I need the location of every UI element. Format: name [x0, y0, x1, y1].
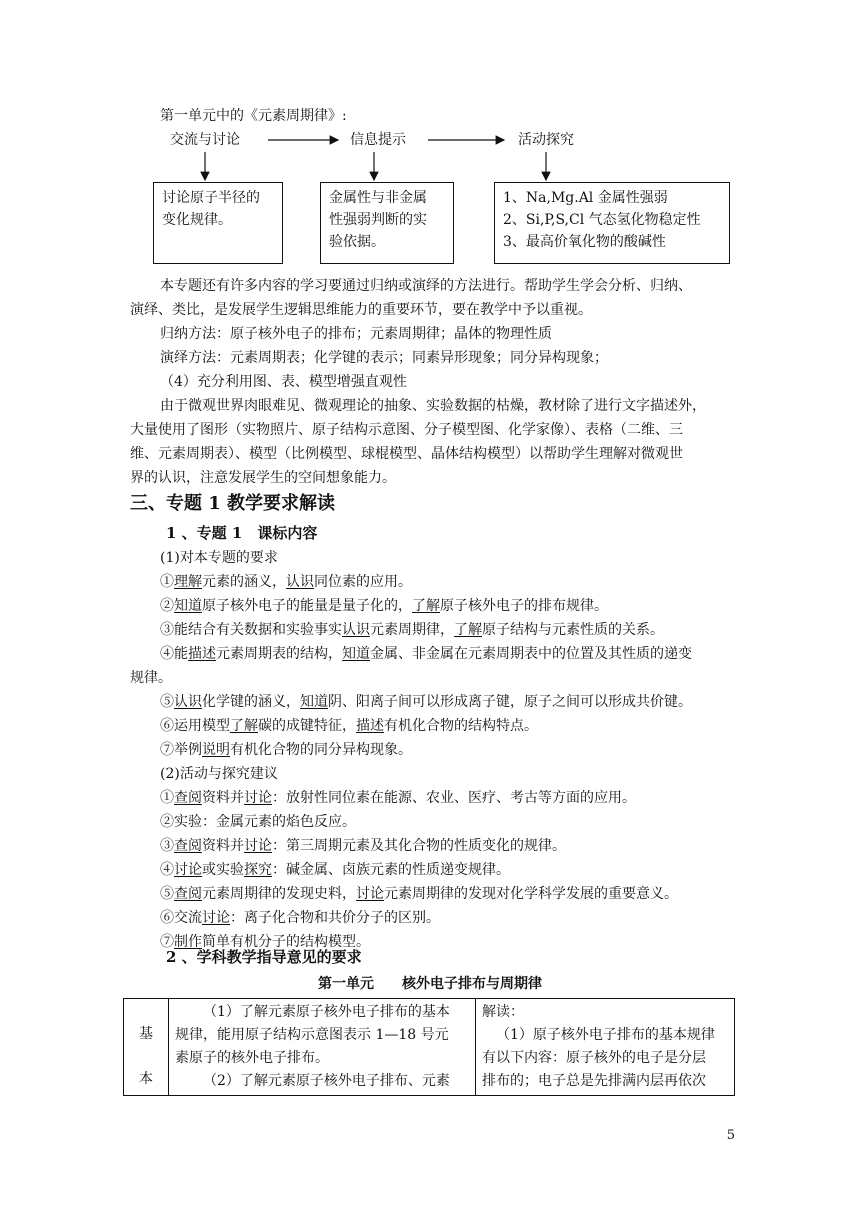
req-item	[160, 716, 538, 736]
keyword-underlined: 讨论	[202, 910, 230, 926]
box3-line: 3、最高价氧化物的酸碱性	[503, 234, 666, 250]
item-text: 元素周期律，	[370, 622, 454, 638]
keyword-underlined: 认识	[342, 622, 370, 638]
req-item	[160, 692, 692, 712]
req-item	[160, 740, 412, 760]
keyword-underlined: 知道	[174, 598, 202, 614]
keyword-underlined: 查阅	[174, 790, 202, 806]
paragraph-line: 由于微观世界肉眼难见、微观理论的抽象、实验数据的枯燥，教材除了进行文字描述外，	[160, 398, 706, 414]
flow-box-info	[320, 182, 454, 264]
item-text: 元素周期表的结构，	[216, 646, 342, 662]
act-item	[160, 812, 356, 832]
item-text: 或实验	[202, 862, 244, 878]
flow-box-activity	[494, 182, 730, 264]
box3-line: 1、Na,Mg.Al 金属性强弱	[503, 190, 668, 206]
item-text: 实验：金属元素的焰色反应。	[174, 814, 356, 830]
item-text: 资料并	[202, 838, 244, 854]
table-label-char: 本	[139, 1071, 153, 1087]
page-number: 5	[726, 1128, 735, 1143]
subsection-heading: 2 、学科教学指导意见的要求	[166, 948, 362, 966]
item-text: 原子核外电子的排布规律。	[440, 598, 608, 614]
act-item	[160, 836, 566, 856]
act-item	[160, 788, 636, 808]
req-item	[160, 644, 692, 664]
item-marker: ⑤	[160, 694, 174, 710]
item-text: 同位素的应用。	[314, 574, 412, 590]
item-text: 有机化合物的结构特点。	[384, 718, 538, 734]
act-item	[160, 908, 440, 928]
keyword-underlined: 讨论	[244, 838, 272, 854]
req-item	[160, 572, 412, 592]
flow-arrows	[0, 0, 860, 200]
paragraph-line: 界的认识，注意发展学生的空间想象能力。	[130, 470, 396, 486]
box1-line: 变化规律。	[162, 212, 232, 228]
req-item	[160, 596, 608, 616]
item-text: 碳的成键特征，	[258, 718, 356, 734]
flow-label-activity: 活动探究	[518, 132, 574, 148]
requirements-table	[123, 998, 735, 1096]
item-text: 元素的涵义，	[202, 574, 286, 590]
item-text: 举例	[174, 742, 202, 758]
act-item	[160, 860, 510, 880]
subsection-heading: 1 、专题 1 课标内容	[166, 524, 318, 542]
item-marker: ①	[160, 574, 174, 590]
box2-line: 金属性与非金属	[329, 190, 427, 206]
table-label-cell	[124, 999, 169, 1096]
paragraph-line: 大量使用了图形（实物照片、原子结构示意图、分子模型图、化学家像）、表格（二维、三	[130, 422, 683, 438]
box2-line: 性强弱判断的实	[329, 212, 427, 228]
item-marker: ②	[160, 814, 174, 830]
table-line: （1）原子核外电子排布的基本规律	[496, 1027, 715, 1043]
item-marker: ⑥	[160, 718, 174, 734]
flow-box-discussion	[153, 182, 283, 264]
item-text: 资料并	[202, 790, 244, 806]
table-interpretation-cell	[476, 999, 735, 1096]
keyword-underlined: 了解	[454, 622, 482, 638]
table-line: （2）了解元素原子核外电子排布、元素	[203, 1073, 450, 1089]
item-text: 运用模型	[174, 718, 230, 734]
item-marker: ⑦	[160, 934, 174, 950]
item-text: 能	[174, 646, 188, 662]
activities-heading: (2)活动与探究建议	[160, 766, 278, 782]
paragraph-line: 维、元素周期表）、模型（比例模型、球棍模型、晶体结构模型）以帮助学生理解对微观世	[130, 446, 683, 462]
keyword-underlined: 认识	[286, 574, 314, 590]
keyword-underlined: 讨论	[174, 862, 202, 878]
flow-label-discussion: 交流与讨论	[170, 132, 240, 148]
deduction-line: 演绎方法：元素周期表；化学键的表示；同素异形现象；同分异构现象；	[160, 350, 608, 366]
table-line: （1）了解元素原子核外电子排布的基本	[203, 1004, 450, 1020]
table-content-cell	[169, 999, 476, 1096]
table-line: 规律，能用原子结构示意图表示 1—18 号元	[175, 1027, 449, 1043]
keyword-underlined: 知道	[300, 694, 328, 710]
table-title: 第一单元 核外电子排布与周期律	[318, 976, 542, 992]
item-text: ：第三周期元素及其化合物的性质变化的规律。	[272, 838, 566, 854]
keyword-underlined: 了解	[230, 718, 258, 734]
box3-line: 2、Si,P,S,Cl 气态氢化物稳定性	[503, 212, 701, 228]
paragraph-line: 本专题还有许多内容的学习要通过归纳或演绎的方法进行。帮助学生学会分析、归纳、	[160, 278, 692, 294]
item-text: 简单有机分子的结构模型。	[202, 934, 370, 950]
item-marker: ③	[160, 622, 174, 638]
item-text: 原子核外电子的能量是量子化的，	[202, 598, 412, 614]
item-text: ：离子化合物和共价分子的区别。	[230, 910, 440, 926]
item-text: 有机化合物的同分异构现象。	[230, 742, 412, 758]
item-text: 原子结构与元素性质的关系。	[482, 622, 664, 638]
req-item	[160, 620, 664, 640]
keyword-underlined: 了解	[412, 598, 440, 614]
point4-line: （4）充分利用图、表、模型增强直观性	[160, 374, 407, 390]
keyword-underlined: 理解	[174, 574, 202, 590]
act-item	[160, 884, 678, 904]
item-marker: ①	[160, 790, 174, 806]
keyword-underlined: 描述	[188, 646, 216, 662]
item-marker: ②	[160, 598, 174, 614]
keyword-underlined: 查阅	[174, 838, 202, 854]
item-marker: ⑤	[160, 886, 174, 902]
keyword-underlined: 描述	[356, 718, 384, 734]
table-line: 排布的；电子总是先排满内层再依次	[482, 1073, 706, 1089]
table-label-char: 基	[139, 1026, 153, 1042]
item-text: 元素周期律的发现史料，	[202, 886, 356, 902]
table-line: 有以下内容：原子核外的电子是分层	[482, 1050, 706, 1066]
paragraph-line: 演绎、类比，是发展学生逻辑思维能力的重要环节，要在教学中予以重视。	[130, 302, 592, 318]
box1-line: 讨论原子半径的	[162, 190, 260, 206]
item-text: 能结合有关数据和实验事实	[174, 622, 342, 638]
item-marker: ④	[160, 862, 174, 878]
requirement-continuation: 规律。	[130, 670, 172, 686]
keyword-underlined: 认识	[174, 694, 202, 710]
item-text: ：放射性同位素在能源、农业、医疗、考古等方面的应用。	[272, 790, 636, 806]
flow-label-info: 信息提示	[350, 132, 406, 148]
item-text: 阴、阳离子间可以形成离子键，原子之间可以形成共价键。	[328, 694, 692, 710]
intro-line: 第一单元中的《元素周期律》:	[160, 108, 347, 124]
induction-line: 归纳方法：原子核外电子的排布；元素周期律；晶体的物理性质	[160, 326, 552, 342]
keyword-underlined: 知道	[342, 646, 370, 662]
table-line: 解读：	[482, 1004, 524, 1020]
item-marker: ⑦	[160, 742, 174, 758]
section-heading: 三、专题 1 教学要求解读	[130, 493, 336, 514]
box2-line: 验依据。	[329, 234, 385, 250]
keyword-underlined: 查阅	[174, 886, 202, 902]
item-text: 化学键的涵义，	[202, 694, 300, 710]
keyword-underlined: 讨论	[356, 886, 384, 902]
item-marker: ④	[160, 646, 174, 662]
keyword-underlined: 制作	[174, 934, 202, 950]
item-text: 元素周期律的发现对化学科学发展的重要意义。	[384, 886, 678, 902]
keyword-underlined: 说明	[202, 742, 230, 758]
item-text: 交流	[174, 910, 202, 926]
item-text: 金属、非金属在元素周期表中的位置及其性质的递变	[370, 646, 692, 662]
keyword-underlined: 讨论	[244, 790, 272, 806]
requirements-heading: (1)对本专题的要求	[160, 550, 278, 566]
table-line: 素原子的核外电子排布。	[175, 1050, 329, 1066]
item-marker: ③	[160, 838, 174, 854]
keyword-underlined: 探究	[244, 862, 272, 878]
item-marker: ⑥	[160, 910, 174, 926]
item-text: ：碱金属、卤族元素的性质递变规律。	[272, 862, 510, 878]
